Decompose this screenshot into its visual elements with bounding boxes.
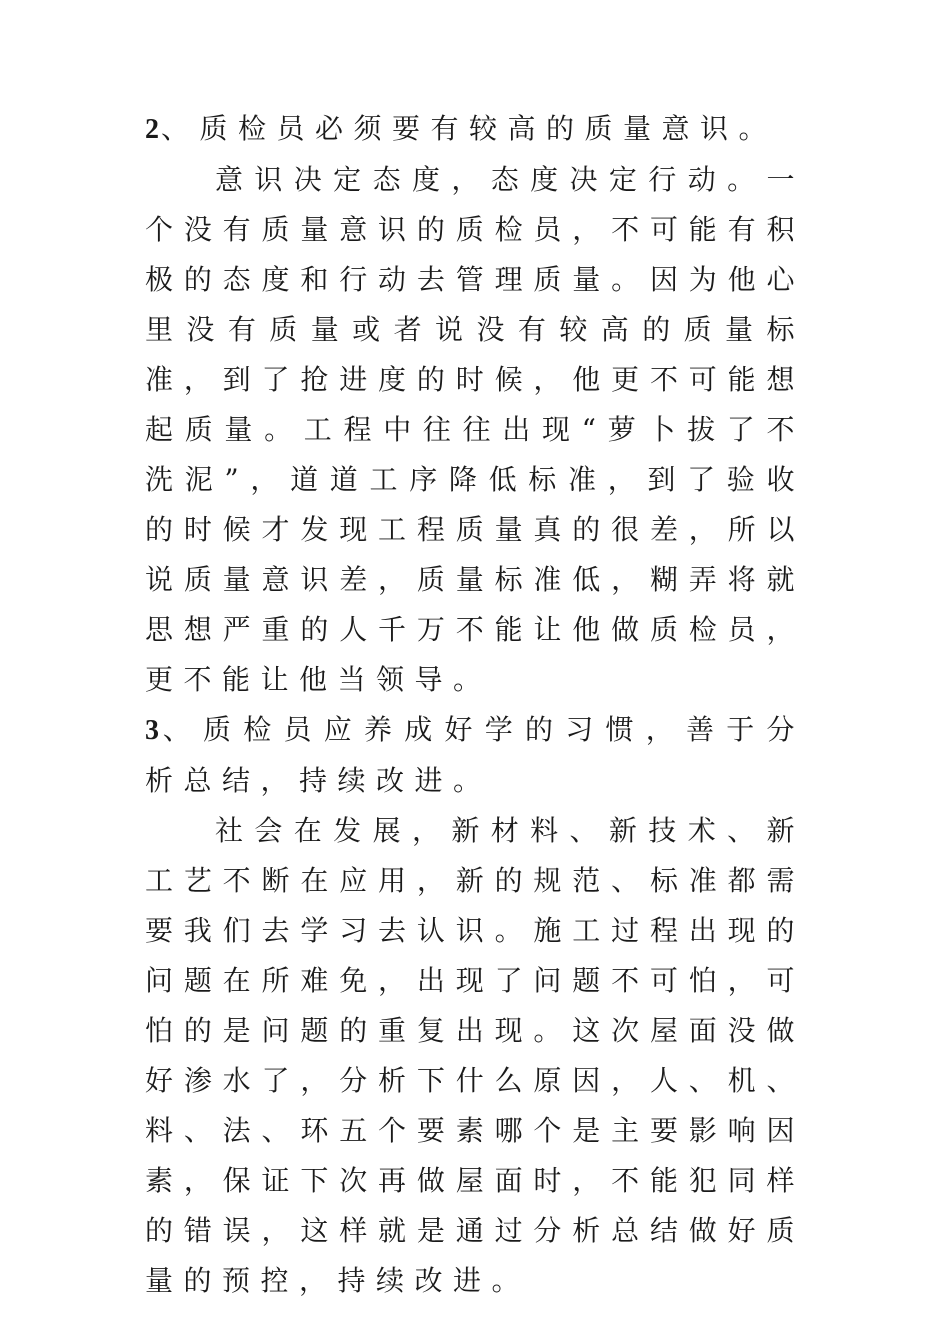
document-body: [145, 104, 805, 1306]
section-title: 、质检员应养成好学的习惯，善于分析总结，持续改进。: [145, 713, 805, 797]
section-title: 、质检员必须要有较高的质量意识。: [161, 112, 778, 145]
section-paragraph: 意识决定态度，态度决定行动。一个没有质量意识的质检员，不可能有积极的态度和行动去管理质量。因为他心里没有质量或者说没有较高的质量标准，到了抢进度的时候，他更不可能想起质量。工程中往往出现“萝卜拔了不洗泥”，道道工序降低标准，到了验收的时候才发现工程质量真的很差，所以说质量意识差，质量标准低，糊弄将就思想严重的人千万不能让他做质检员，更不能让他当领导。: [145, 163, 805, 696]
section-heading-2: [145, 104, 805, 155]
section-number: 2: [145, 114, 161, 145]
section-paragraph: 社会在发展，新材料、新技术、新工艺不断在应用，新的规范、标准都需要我们去学习去认识。施工过程出现的问题在所难免，出现了问题不可怕，可怕的是问题的重复出现。这次屋面没做好渗水了，分析下什么原因，人、机、料、法、环五个要素哪个是主要影响因素，保证下次再做屋面时，不能犯同样的错误，这样就是通过分析总结做好质量的预控，持续改进。: [145, 814, 805, 1297]
section-heading-3: [145, 705, 805, 806]
section-number: 3: [145, 715, 161, 746]
